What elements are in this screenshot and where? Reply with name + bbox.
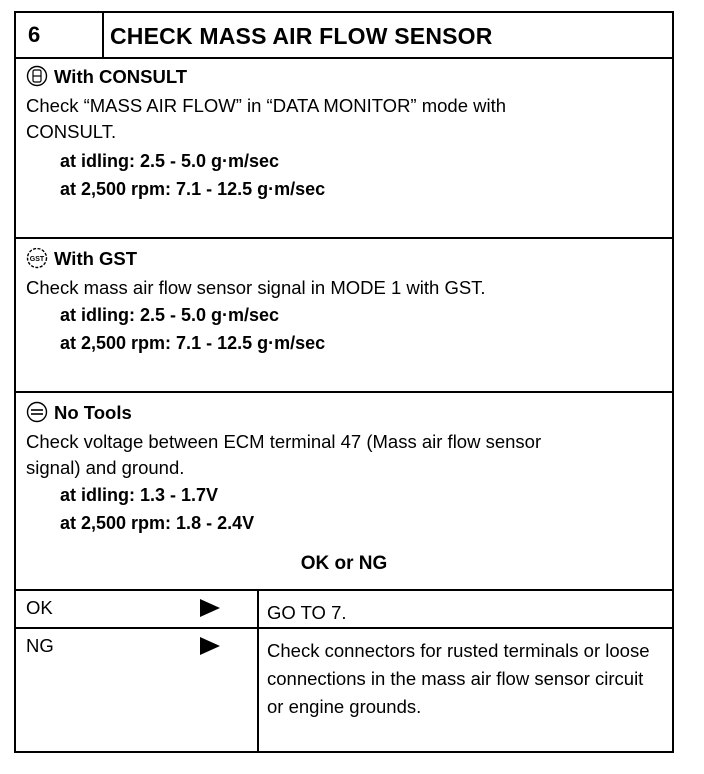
step-number: 6	[16, 13, 104, 57]
consult-instruction-line2: CONSULT.	[26, 121, 117, 142]
gst-spec-2500: at 2,500 rpm: 7.1 - 12.5 g·m/sec	[60, 333, 326, 353]
result-row-ng	[16, 629, 672, 753]
no-tools-instruction-line1: Check voltage between ECM terminal 47 (Mass air flow sensor	[26, 431, 542, 452]
gst-heading-row	[26, 247, 137, 270]
no-tools-section	[16, 393, 672, 591]
consult-spec-2500: at 2,500 rpm: 7.1 - 12.5 g·m/sec	[60, 179, 326, 199]
arrow-right-icon	[200, 637, 220, 655]
step-title: CHECK MASS AIR FLOW SENSOR	[110, 23, 493, 49]
arrow-right-icon	[200, 599, 220, 617]
gst-icon	[26, 247, 48, 269]
no-tools-instruction-line2: signal) and ground.	[26, 457, 185, 478]
consult-section	[16, 59, 672, 239]
gst-spec-idle: at idling: 2.5 - 5.0 g·m/sec	[60, 305, 280, 325]
step-header	[16, 13, 672, 59]
no-tools-heading: No Tools	[54, 402, 132, 423]
gst-heading: With GST	[54, 248, 138, 269]
gst-instruction: Check mass air flow sensor signal in MODE 1 with GST.	[26, 277, 486, 298]
result-row-ok	[16, 591, 672, 629]
consult-instruction-line1: Check “MASS AIR FLOW” in “DATA MONITOR” mode with	[26, 95, 507, 116]
no-tools-heading-row	[26, 401, 132, 424]
consult-spec-idle: at idling: 2.5 - 5.0 g·m/sec	[60, 151, 280, 171]
no-tools-icon	[26, 401, 48, 423]
procedure-box	[14, 11, 674, 753]
result-action-ok: GO TO 7.	[267, 602, 347, 623]
no-tools-spec-idle: at idling: 1.3 - 1.7V	[60, 485, 219, 505]
consult-heading: With CONSULT	[54, 66, 188, 87]
consult-icon	[26, 65, 48, 87]
consult-heading-row	[26, 65, 187, 88]
ok-or-ng-prompt: OK or NG	[300, 553, 388, 574]
result-label-ng: NG	[26, 635, 54, 656]
gst-section	[16, 239, 672, 393]
result-label-ok: OK	[26, 597, 53, 618]
no-tools-spec-2500: at 2,500 rpm: 1.8 - 2.4V	[60, 513, 255, 533]
svg-text:GST: GST	[29, 256, 45, 263]
result-action-ng: Check connectors for rusted terminals or loose connections in the mass air flow sensor circuit or engine grounds.	[267, 640, 650, 717]
